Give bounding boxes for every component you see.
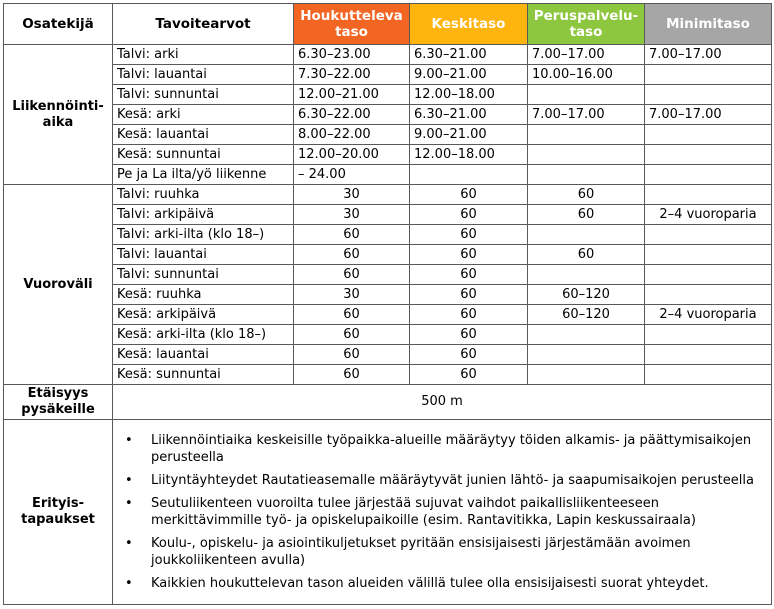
value-cell — [528, 325, 645, 345]
note-text: Liikennöintiaika keskeisille työpaikka-alueille määräytyy töiden alkamis- ja päättymisaikojen perusteella — [151, 433, 752, 465]
value-cell: 7.00–17.00 — [528, 45, 645, 65]
value-cell: 30 — [294, 205, 410, 225]
value-cell: 60 — [410, 365, 528, 385]
value-cell: 60 — [410, 285, 528, 305]
target-cell: Pe ja La ilta/yö liikenne — [113, 165, 294, 185]
value-cell: 12.00–18.00 — [410, 145, 528, 165]
erityis-notes-list — [113, 420, 771, 604]
value-cell: 60–120 — [528, 305, 645, 325]
value-cell — [645, 165, 772, 185]
table-row — [4, 205, 772, 225]
target-cell: Talvi: lauantai — [113, 245, 294, 265]
table-row — [4, 305, 772, 325]
table-row — [4, 165, 772, 185]
bullet-icon: • — [125, 473, 133, 488]
value-cell — [528, 365, 645, 385]
value-cell: 60 — [410, 265, 528, 285]
header-keskitaso: Keskitaso — [410, 4, 528, 45]
list-item — [125, 495, 761, 529]
value-cell — [528, 265, 645, 285]
table-row — [4, 265, 772, 285]
value-cell: 7.30–22.00 — [294, 65, 410, 85]
value-cell: 30 — [294, 285, 410, 305]
header-row — [4, 4, 772, 45]
value-cell: 2–4 vuoroparia — [645, 305, 772, 325]
value-cell: 9.00–21.00 — [410, 125, 528, 145]
target-cell: Kesä: lauantai — [113, 125, 294, 145]
table-row — [4, 185, 772, 205]
table-row — [4, 65, 772, 85]
value-cell: 2–4 vuoroparia — [645, 205, 772, 225]
value-cell: 60 — [294, 345, 410, 365]
target-cell: Kesä: arki — [113, 105, 294, 125]
value-cell: 30 — [294, 185, 410, 205]
value-cell: 60–120 — [528, 285, 645, 305]
note-text: Kaikkien houkuttelevan tason alueiden välillä tulee olla ensisijaisesti suorat yhteydet. — [151, 576, 709, 591]
value-cell — [645, 125, 772, 145]
value-cell: 10.00–16.00 — [528, 65, 645, 85]
table-row — [4, 125, 772, 145]
table-row — [4, 385, 772, 420]
value-cell: 12.00–20.00 — [294, 145, 410, 165]
value-cell: 7.00–17.00 — [645, 45, 772, 65]
value-cell: 60 — [528, 245, 645, 265]
value-cell — [645, 185, 772, 205]
table-row — [4, 245, 772, 265]
value-cell: 60 — [294, 245, 410, 265]
bullet-icon: • — [125, 576, 133, 591]
value-cell — [410, 165, 528, 185]
erityis-notes-cell — [113, 420, 772, 605]
target-cell: Kesä: lauantai — [113, 345, 294, 365]
table-row — [4, 345, 772, 365]
target-cell: Kesä: arki-ilta (klo 18–) — [113, 325, 294, 345]
header-tavoitearvot: Tavoitearvot — [113, 4, 294, 45]
value-cell: 7.00–17.00 — [645, 105, 772, 125]
service-level-table — [3, 3, 772, 605]
value-cell — [528, 345, 645, 365]
value-cell: 6.30–23.00 — [294, 45, 410, 65]
target-cell: Talvi: sunnuntai — [113, 85, 294, 105]
header-peruspalvelu: Peruspalvelu-taso — [528, 4, 645, 45]
value-cell: 12.00–18.00 — [410, 85, 528, 105]
value-cell — [528, 225, 645, 245]
list-item — [125, 575, 761, 592]
value-cell: 7.00–17.00 — [528, 105, 645, 125]
value-cell — [645, 225, 772, 245]
header-houkutteleva: Houkutteleva taso — [294, 4, 410, 45]
value-cell: 6.30–21.00 — [410, 45, 528, 65]
target-cell: Talvi: arkipäivä — [113, 205, 294, 225]
value-cell: 60 — [410, 325, 528, 345]
value-cell: 60 — [294, 265, 410, 285]
value-cell: 60 — [294, 325, 410, 345]
value-cell: 12.00–21.00 — [294, 85, 410, 105]
note-text: Liityntäyhteydet Rautatieasemalle määräytyvät junien lähtö- ja saapumisaikojen perusteella — [151, 473, 754, 488]
value-cell: 8.00–22.00 — [294, 125, 410, 145]
target-cell: Talvi: arki-ilta (klo 18–) — [113, 225, 294, 245]
erityis-group-label: Erityis-tapaukset — [4, 420, 113, 605]
value-cell — [645, 345, 772, 365]
header-osatekija: Osatekijä — [4, 4, 113, 45]
note-text: Koulu-, opiskelu- ja asiointikuljetukset pyritään ensisijaisesti järjestämään avoimen joukkoliikenteen avulla) — [151, 536, 691, 568]
value-cell — [528, 85, 645, 105]
value-cell — [645, 145, 772, 165]
value-cell: 60 — [294, 305, 410, 325]
value-cell — [645, 285, 772, 305]
bullet-icon: • — [125, 496, 133, 511]
value-cell: 6.30–21.00 — [410, 105, 528, 125]
value-cell: 60 — [410, 245, 528, 265]
value-cell: 60 — [410, 305, 528, 325]
table-row — [4, 285, 772, 305]
value-cell — [645, 325, 772, 345]
vuorovali-group-label: Vuoroväli — [4, 185, 113, 385]
target-cell: Kesä: ruuhka — [113, 285, 294, 305]
etaisyys-group-label: Etäisyys pysäkeille — [4, 385, 113, 420]
bullet-icon: • — [125, 536, 133, 551]
value-cell: 60 — [410, 225, 528, 245]
value-cell: 9.00–21.00 — [410, 65, 528, 85]
value-cell — [645, 365, 772, 385]
target-cell: Kesä: arkipäivä — [113, 305, 294, 325]
table-row — [4, 105, 772, 125]
value-cell: 60 — [294, 225, 410, 245]
table-row — [4, 45, 772, 65]
bullet-icon: • — [125, 433, 133, 448]
value-cell — [645, 85, 772, 105]
target-cell: Talvi: arki — [113, 45, 294, 65]
header-minimitaso: Minimitaso — [645, 4, 772, 45]
value-cell: 60 — [528, 205, 645, 225]
list-item — [125, 535, 761, 569]
value-cell: 60 — [410, 205, 528, 225]
value-cell: 60 — [294, 365, 410, 385]
table-row — [4, 365, 772, 385]
table-row — [4, 420, 772, 605]
target-cell: Kesä: sunnuntai — [113, 365, 294, 385]
value-cell: 60 — [410, 185, 528, 205]
value-cell: 60 — [410, 345, 528, 365]
value-cell — [645, 265, 772, 285]
target-cell: Kesä: sunnuntai — [113, 145, 294, 165]
value-cell — [528, 165, 645, 185]
table-row — [4, 225, 772, 245]
value-cell: 60 — [528, 185, 645, 205]
table-row — [4, 145, 772, 165]
liikennointiaika-group-label: Liikennöinti-aika — [4, 45, 113, 185]
list-item — [125, 472, 761, 489]
etaisyys-value: 500 m — [113, 385, 772, 420]
table-row — [4, 85, 772, 105]
target-cell: Talvi: sunnuntai — [113, 265, 294, 285]
target-cell: Talvi: ruuhka — [113, 185, 294, 205]
value-cell: 6.30–22.00 — [294, 105, 410, 125]
value-cell — [528, 145, 645, 165]
value-cell: – 24.00 — [294, 165, 410, 185]
list-item — [125, 432, 761, 466]
target-cell: Talvi: lauantai — [113, 65, 294, 85]
table-row — [4, 325, 772, 345]
note-text: Seutuliikenteen vuoroilta tulee järjestää sujuvat vaihdot paikallisliikenteeseen merkittävimmille työ- ja opiskelupaikoille (esim. Rantavitikka, Lapin keskussairaala) — [151, 496, 696, 528]
value-cell — [528, 125, 645, 145]
value-cell — [645, 245, 772, 265]
value-cell — [645, 65, 772, 85]
